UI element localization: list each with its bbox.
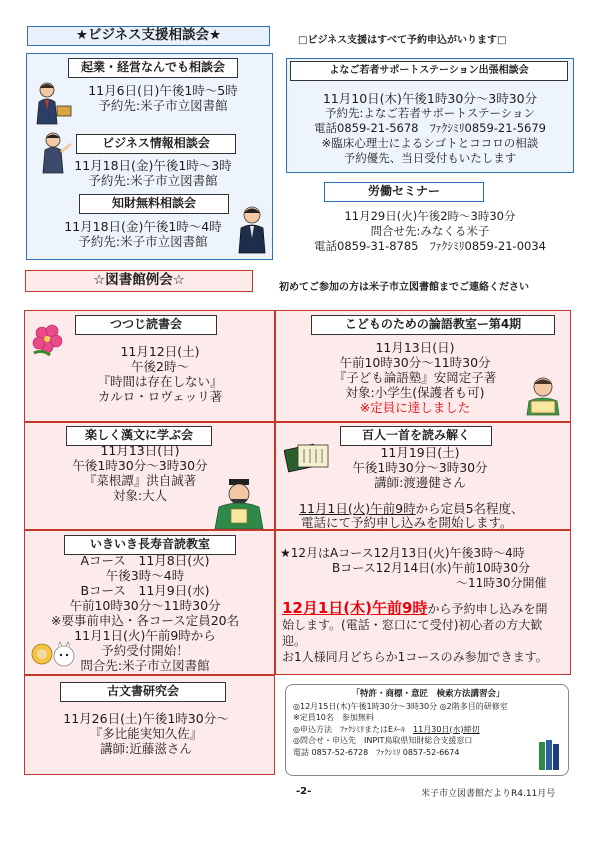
december-apply-date: 12月1日(木)午前9時	[282, 599, 428, 617]
mascot-characters-icon	[30, 640, 80, 672]
yonago-support-title: よなご若者サポートステーション出張相談会	[290, 61, 568, 81]
ikiiki-course-a: Aコース 11月8日(火)	[80, 553, 210, 568]
komonjo-date: 11月26日(土)午後1時30分～	[63, 711, 229, 726]
tsutsuji-book: 『時間は存在しない』	[97, 374, 223, 389]
yonago-phone: 電話0859-21-5678 ﾌｧｸｼﾐﾘ0859-21-5679	[314, 121, 546, 135]
kodomo-target: 対象:小学生(保護者も可)	[345, 385, 485, 400]
yonago-contact: 予約先:よなご若者サポートステーション	[324, 106, 536, 120]
december-details	[280, 546, 570, 591]
kanbun-date: 11月13日(日)	[100, 443, 180, 458]
patent-seminar-apply-method: ◎申込方法 ﾌｧｸｼﾐﾘまたはEﾒｰﾙ	[293, 724, 414, 734]
kodomo-book: 『子ども論語塾』安岡定子著	[333, 370, 497, 385]
kodomo-time: 午前10時30分～11時30分	[339, 355, 491, 370]
confucius-illustration-icon	[209, 477, 269, 529]
chizai-title: 知財無料相談会	[79, 194, 229, 214]
labor-contact: 問合せ先:みなくる米子	[370, 224, 490, 238]
yonago-priority: 予約優先、当日受付もいたします	[343, 151, 517, 165]
ikiiki-capacity: ※要事前申込・各コース定員20名	[50, 613, 240, 628]
labor-seminar-details	[286, 209, 574, 254]
ikiiki-course-b: Bコース 11月9日(水)	[80, 583, 210, 598]
reading-child-illustration-icon	[521, 373, 565, 417]
kigyo-title: 起業・経営なんでも相談会	[68, 58, 238, 78]
chizai-date: 11月18日(金)午後1時～4時	[64, 219, 222, 234]
patent-seminar-details	[293, 689, 563, 758]
labor-seminar-title: 労働セミナー	[324, 182, 484, 202]
patent-seminar-date: ◎12月15日(木)午後1時30分～3時30分 ◎2階多目的研修室	[293, 701, 508, 711]
yonago-note: ※臨床心理士によるシゴトとココロの相談	[321, 136, 539, 150]
library-section-header: ☆図書館例会☆	[25, 270, 253, 292]
ikiiki-course-b-time: 午前10時30分～11時30分	[69, 598, 221, 613]
tsutsuji-author: カルロ・ロヴェッリ著	[97, 389, 223, 404]
december-course-b-end: ～11時30分開催	[456, 576, 547, 590]
kanbun-details	[50, 443, 230, 503]
hyakunin-title: 百人一首を読み解く	[340, 426, 492, 446]
tsutsuji-time: 午後2時～	[131, 359, 189, 374]
patent-seminar-phone: 電話 0857-52-6728 ﾌｧｸｼﾐﾘ 0857-52-6674	[293, 747, 460, 757]
patent-seminar-contact: ◎問合せ・申込先 INPIT鳥取県知財総合支援窓口	[293, 736, 473, 745]
businessman-illustration-icon	[33, 80, 75, 128]
chizai-contact: 予約先:米子市立図書館	[78, 234, 208, 249]
hyakunin-date: 11月19日(土)	[380, 445, 460, 460]
yonago-support-details	[286, 91, 574, 166]
labor-phone: 電話0859-31-8785 ﾌｧｸｼﾐﾘ0859-21-0034	[314, 239, 546, 253]
tsutsuji-details	[70, 344, 250, 404]
azalea-flower-icon	[30, 323, 68, 359]
tsutsuji-title: つつじ読書会	[75, 315, 217, 335]
business-reservation-note: □ビジネス支援はすべて予約申込がいります□	[298, 35, 507, 46]
pointing-man-illustration-icon	[33, 130, 73, 175]
kodomo-details	[305, 340, 525, 415]
library-first-time-note: 初めてご参加の方は米子市立図書館までご連絡ください	[279, 282, 529, 293]
labor-date: 11月29日(火)午後2時～3時30分	[344, 209, 516, 223]
newsletter-source: 米子市立図書館だよりR4.11月号	[421, 789, 556, 799]
december-course-b: Bコース12月14日(水)午前10時30分	[332, 561, 531, 575]
tsutsuji-date: 11月12日(土)	[120, 344, 200, 359]
komonjo-details	[46, 711, 246, 756]
ikiiki-apply-start: 11月1日(火)午前9時から	[74, 628, 216, 643]
kanbun-book: 『菜根譚』洪自誠著	[83, 473, 197, 488]
december-apply-text4: お1人様同月どちらか1コースのみ参加できます。	[282, 650, 548, 664]
yonago-date: 11月10日(木)午後1時30分～3時30分	[322, 91, 538, 106]
ikiiki-course-a-time: 午後3時～4時	[105, 568, 185, 583]
kigyo-date: 11月6日(日)午後1時～5時	[88, 83, 238, 98]
page-number: -2-	[296, 786, 312, 797]
ikiiki-title: いきいき長寿音読教室	[64, 535, 236, 555]
kigyo-contact: 予約先:米子市立図書館	[98, 98, 228, 113]
joho-title: ビジネス情報相談会	[76, 134, 236, 154]
hyakunin-apply-date: 11月1日(火)午前9時	[299, 501, 416, 516]
joho-date: 11月18日(金)午後1時～3時	[74, 158, 232, 173]
hyakunin-apply-line2: 電話にて予約申し込みを開始します。	[301, 515, 513, 530]
komonjo-lecturer: 講師:近藤滋さん	[100, 741, 192, 756]
hyakunin-details	[340, 445, 500, 490]
kanbun-title: 楽しく漢文に学ぶ会	[66, 426, 212, 446]
ikiiki-contact: 問合先:米子市立図書館	[80, 658, 210, 673]
patent-seminar-deadline: 11月30日(水)締切	[413, 724, 480, 734]
hyakunin-apply-rest: から定員5名程度、	[415, 501, 524, 516]
december-apply-notice	[282, 600, 567, 665]
kanbun-time: 午後1時30分～3時30分	[72, 458, 208, 473]
komonjo-title: 古文書研究会	[60, 682, 226, 702]
hyakunin-time: 午後1時30分～3時30分	[352, 460, 488, 475]
business-section-header: ★ビジネス支援相談会★	[27, 26, 270, 46]
hyakunin-lecturer: 講師:渡邊健さん	[374, 475, 466, 490]
kodomo-full-notice: ※定員に達しました	[359, 400, 471, 415]
kanbun-target: 対象:大人	[112, 488, 168, 503]
kodomo-title: こどものための論語教室ー第4期	[311, 315, 555, 335]
ikiiki-apply-open: 予約受付開始！	[101, 643, 189, 658]
december-apply-text1: から予約申し込みを開	[427, 602, 548, 616]
december-apply-text3: 迎。	[282, 634, 307, 648]
suit-man-illustration-icon	[236, 204, 268, 254]
december-course-a: ★12月はAコース12月13日(火)午後3時～4時	[280, 546, 525, 560]
karuta-cards-icon	[284, 439, 332, 473]
book-stack-icon	[536, 738, 564, 772]
kodomo-date: 11月13日(日)	[375, 340, 455, 355]
joho-contact: 予約先:米子市立図書館	[88, 173, 218, 188]
december-apply-text2: 始します。(電話・窓口にて受付)初心者の方大歓	[282, 618, 543, 632]
komonjo-book: 『多比能実知久佐』	[89, 726, 203, 741]
patent-seminar-capacity: ※定員10名 参加無料	[293, 713, 374, 722]
patent-seminar-title: 「特許・商標・意匠 検索方法講習会」	[351, 689, 505, 699]
